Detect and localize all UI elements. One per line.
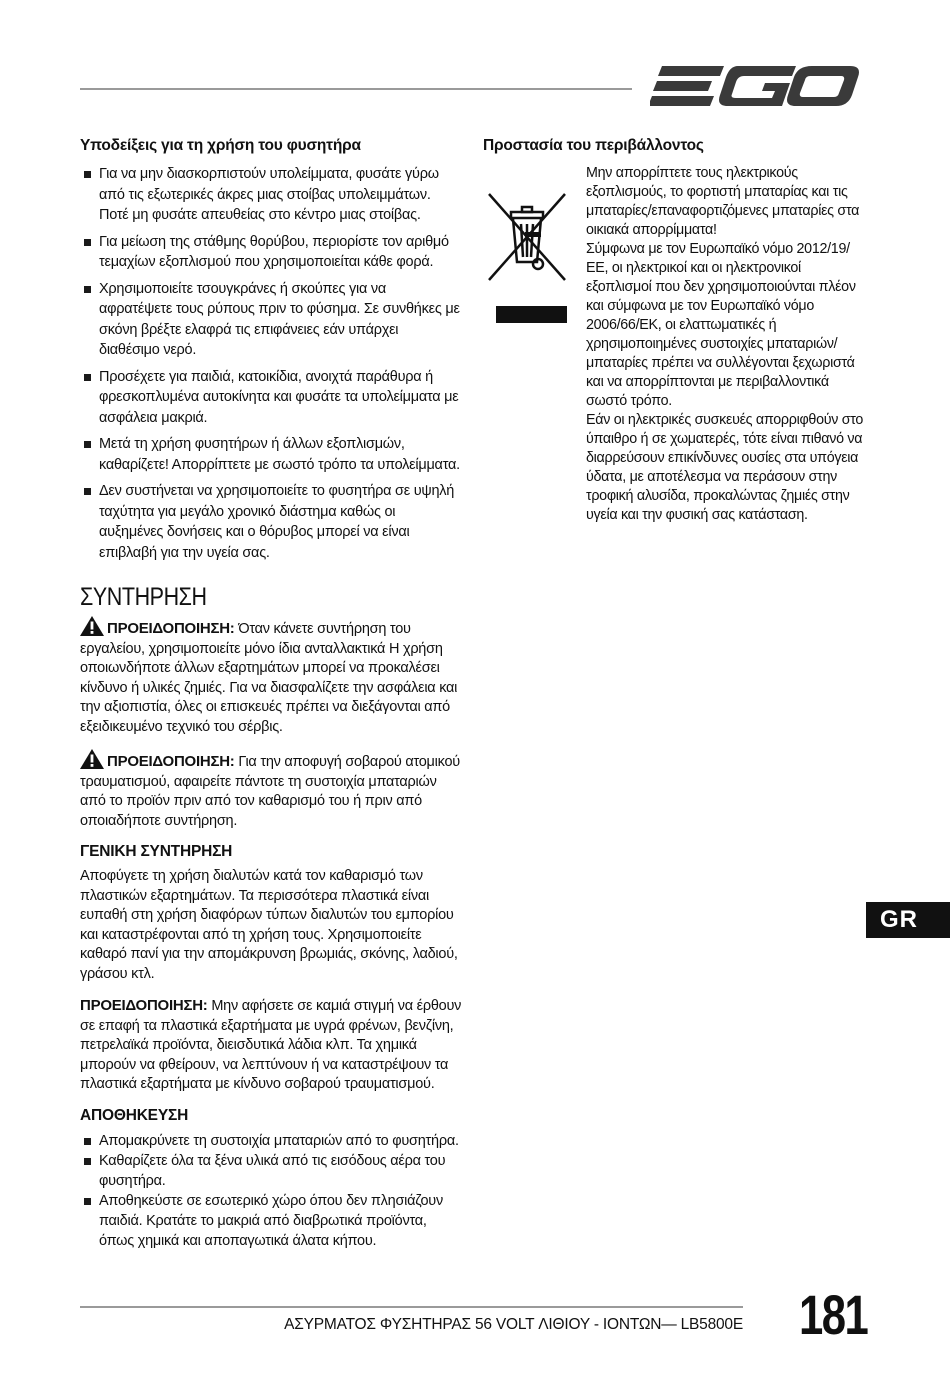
list-item: Χρησιμοποιείτε τσουγκράνες ή σκούπες για να αφρατέψετε τους ρύπους πριν το φύσημα. Σε συνθήκες με σκόνη βρέξτε ελαφρά τις επιφάνειες εάν υπάρχει διαθέσιμο νερό. [80,279,462,361]
warning-text: Μην αφήσετε σε καμιά στιγμή να έρθουν σε επαφή τα πλαστικά εξαρτήματα με υγρά φρένων, βενζίνη, πετρελαϊκά προϊόντα, διεισδυτικά λάδια κλπ. Τα χημικά μπορούν να φθείρουν, να λεπτύνουν ή να καταστρέψουν τα πλαστικά εξαρτήματα με κίνδυνο σοβαρού τραυματισμού. [80,998,462,1092]
environment-heading: Προστασία του περιβάλλοντος [483,137,704,154]
warning-triangle-icon [80,749,104,769]
language-tab: GR [866,902,950,938]
general-maintenance-text: Αποφύγετε τη χρήση διαλυτών κατά τον καθαρισμό των πλαστικών εξαρτημάτων. Τα περισσότερα πλαστικά είναι ευπαθή στη χρήση διαφόρων τύπων διαλυτών του εμπορίου και καταστρέφονται από τη χρήση τους. Χρησιμοποιείτε καθαρό πανί για την απομάκρυνση βρωμιάς, σκόνης, λαδιού, γράσου κτλ. [80,868,458,982]
env-paragraph: Εάν οι ηλεκτρικές συσκευές απορριφθούν στο ύπαιθρο ή σε χωματερές, τότε είναι πιθανό να διαρρεύσουν επικίνδυνες ουσίες στα υπόγεια ύδατα, με αποτέλεσμα να περάσουν στην τροφική αλυσίδα, προκαλώντας ζημιές στην υγεία και την φυσική σας κατάσταση. [586,412,864,523]
warning-label: ΠΡΟΕΙΔΟΠΟΙΗΣΗ: [107,753,235,770]
left-column [80,136,462,1251]
right-column [483,136,868,525]
warning-paragraph-2 [80,749,462,831]
list-item: Για να μην διασκορπιστούν υπολείμματα, φυσάτε γύρω από τις εξωτερικές άκρες μιας στοίβας υπολειμμάτων. Ποτέ μη φυσάτε απευθείας στο κέντρο μιας στοίβας. [80,164,462,226]
env-paragraph: Σύμφωνα με τον Ευρωπαϊκό νόμο 2012/19/ΕΕ, οι ηλεκτρικοί και οι ηλεκτρονικοί εξοπλισμοί που δεν χρησιμοποιούνται πλέον και σύμφωνα με τον Ευρωπαϊκό νόμο 2006/66/ΕΚ, οι ελαττωματικές ή χρησιμοποιημένες συστοιχίες μπαταριών/μπαταρίες πρέπει να συλλέγονται ξεχωριστά και να απορρίπτονται με περιβαλλοντικά σωστό τρόπο. [586,241,856,409]
env-paragraph: Μην απορρίπτετε τους ηλεκτρικούς εξοπλισμούς, το φορτιστή μπαταρίας και τις μπαταρίες/επαναφορτιζόμενες μπαταρίες στα οικιακά απορρίμματα! [586,165,860,238]
list-item: Προσέχετε για παιδιά, κατοικίδια, ανοιχτά παράθυρα ή φρεσκοπλυμένα αυτοκίνητα και φυσάτε τα υπολείμματα με ασφάλεια μακριά. [80,367,462,429]
warning-label: ΠΡΟΕΙΔΟΠΟΙΗΣΗ: [80,997,208,1014]
usage-list [80,164,462,563]
warning-paragraph-3 [80,996,462,1095]
list-item: Αποθηκεύστε σε εσωτερικό χώρο όπου δεν πλησιάζουν παιδιά. Κρατάτε το μακριά από διαβρωτικά προϊόντα, όπως χημικά και αποπαγωτικά άλατα κήπου. [80,1191,462,1251]
warning-text: Όταν κάνετε συντήρηση του εργαλείου, χρησιμοποιείτε μόνο ίδια ανταλλακτικά Η χρήση οποιωνδήποτε άλλων εξαρτημάτων μπορεί να προκαλέσει κίνδυνο ή υλικές ζημιές. Για να διασφαλίζετε την ασφάλεια και την αξιοπιστία, όλες οι επισκευές πρέπει να διεξάγονται από εξειδικευμένο τεχνικό του σέρβις. [80,621,458,735]
storage-heading: ΑΠΟΘΗΚΕΥΣΗ [80,1106,189,1124]
crossed-bin-icon [487,192,567,282]
ego-logo [650,62,860,112]
environment-text [586,164,868,525]
usage-heading: Υποδείξεις για τη χρήση του φυσητήρα [80,137,361,154]
storage-list [80,1131,462,1251]
footer-title: ΑΣΥΡΜΑΤΟΣ ΦΥΣΗΤΗΡΑΣ 56 VOLT ΛΙΘΙΟΥ - ΙΟΝΤΩΝ— LB5800E [284,1316,743,1333]
list-item: Απομακρύνετε τη συστοιχία μπαταριών από το φυσητήρα. [80,1131,462,1151]
general-maintenance-heading: ΓΕΝΙΚΗ ΣΥΝΤΗΡΗΣΗ [80,843,233,860]
warning-paragraph-1 [80,616,462,737]
page-number: 181 [799,1283,868,1346]
header-rule [80,88,632,90]
separate-collection-bar [496,306,567,323]
list-item: Για μείωση της στάθμης θορύβου, περιορίστε τον αριθμό τεμαχίων εξοπλισμού που χρησιμοποιείται κάθε φορά. [80,232,462,273]
warning-label: ΠΡΟΕΙΔΟΠΟΙΗΣΗ: [107,620,235,637]
footer-rule [80,1306,743,1308]
list-item: Καθαρίζετε όλα τα ξένα υλικά από τις εισόδους αέρα του φυσητήρα. [80,1151,462,1191]
warning-text: Για την αποφυγή σοβαρού ατομικού τραυματισμού, αφαιρείτε πάντοτε τη συστοιχία μπαταριών από το προϊόν πριν από τον καθαρισμό του ή πριν από οποιαδήποτε συντήρηση. [80,754,460,829]
maintenance-heading: ΣΥΝΤΗΡΗΣΗ [80,583,207,611]
list-item: Δεν συστήνεται να χρησιμοποιείτε το φυσητήρα σε υψηλή ταχύτητα για μεγάλο χρονικό διάστημα καθώς οι αυξημένες δονήσεις και ο θόρυβος μπορεί να είναι επιβλαβή για την υγεία σας. [80,481,462,563]
environment-section [483,164,868,525]
list-item: Μετά τη χρήση φυσητήρων ή άλλων εξοπλισμών, καθαρίζετε! Απορρίπτετε με σωστό τρόπο τα υπολείμματα. [80,434,462,475]
warning-triangle-icon [80,616,104,636]
